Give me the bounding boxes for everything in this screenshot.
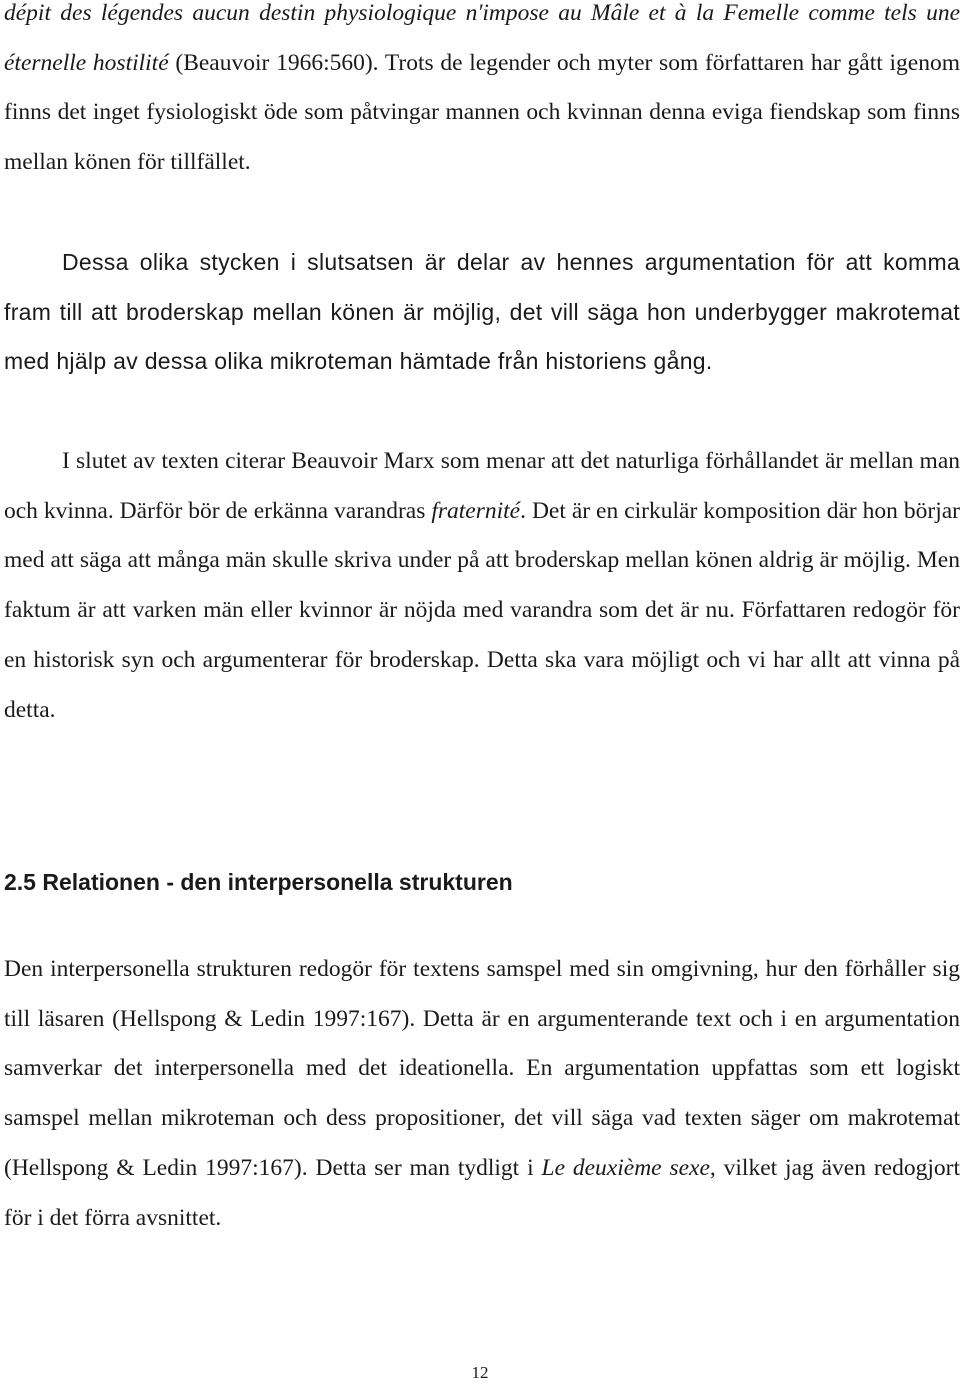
paragraph-text: (Beauvoir 1966:560). Trots de legender och myter som författaren har gått igenom finns det inget fysiologiskt öde som påtvingar mannen och kvinnan denna eviga fiendskap som finns mellan könen för tillfället. <box>4 49 960 176</box>
paragraph-interpersonal <box>4 945 960 1243</box>
paragraph-argumentation <box>4 238 960 387</box>
paragraph-beauvoir-quote <box>4 0 960 188</box>
emphasis-fraternite: fraternité <box>431 497 521 524</box>
paragraph-text: I slutet av texten citerar Beauvoir Marx som menar att det naturliga förhållandet är mellan man och kvinna. Därför bör de erkänna varandras <box>4 448 960 524</box>
paragraph-text: Dessa olika stycken i slutsatsen är delar av hennes argumentation för att komma fram till att broderskap mellan könen är möjlig, det vill säga hon underbygger makrotemat med hjälp av dessa olika mikroteman hämtade från historiens gång. <box>4 249 960 375</box>
paragraph-text: . Det är en cirkulär komposition där hon börjar med att säga att många män skulle skriva under på att broderskap mellan könen aldrig är möjlig. Men faktum är att varken män eller kvinnor är nöjda med varandra som det är nu. Författaren redogör för en historisk syn och argumenterar för broderskap. Detta ska vara möjligt och vi har allt att vinna på detta. <box>4 497 960 723</box>
paragraph-text: , vilket jag även redogjort för i det förra avsnittet. <box>4 1154 960 1231</box>
book-title: Le deuxième sexe <box>541 1154 710 1181</box>
paragraph-conclusion <box>4 437 960 735</box>
section-heading: 2.5 Relationen - den interpersonella strukturen <box>4 869 513 895</box>
page-number: 12 <box>471 1363 489 1382</box>
paragraph-text: Den interpersonella strukturen redogör för textens samspel med sin omgivning, hur den förhåller sig till läsaren (Hellspong & Ledin 1997:167). Detta är en argumenterande text och i en argumentation samverkar det interpersonella med det ideationella. En argumentation uppfattas som ett logiskt samspel mellan mikroteman och dess propositioner, det vill säga vad texten säger om makrotemat (Hellspong & Ledin 1997:167). Detta ser man tydligt i <box>4 956 960 1181</box>
french-quote: dépit des légendes aucun destin physiologique n'impose au Mâle et à la Femelle comme tels une éternelle hostilité <box>4 0 960 76</box>
